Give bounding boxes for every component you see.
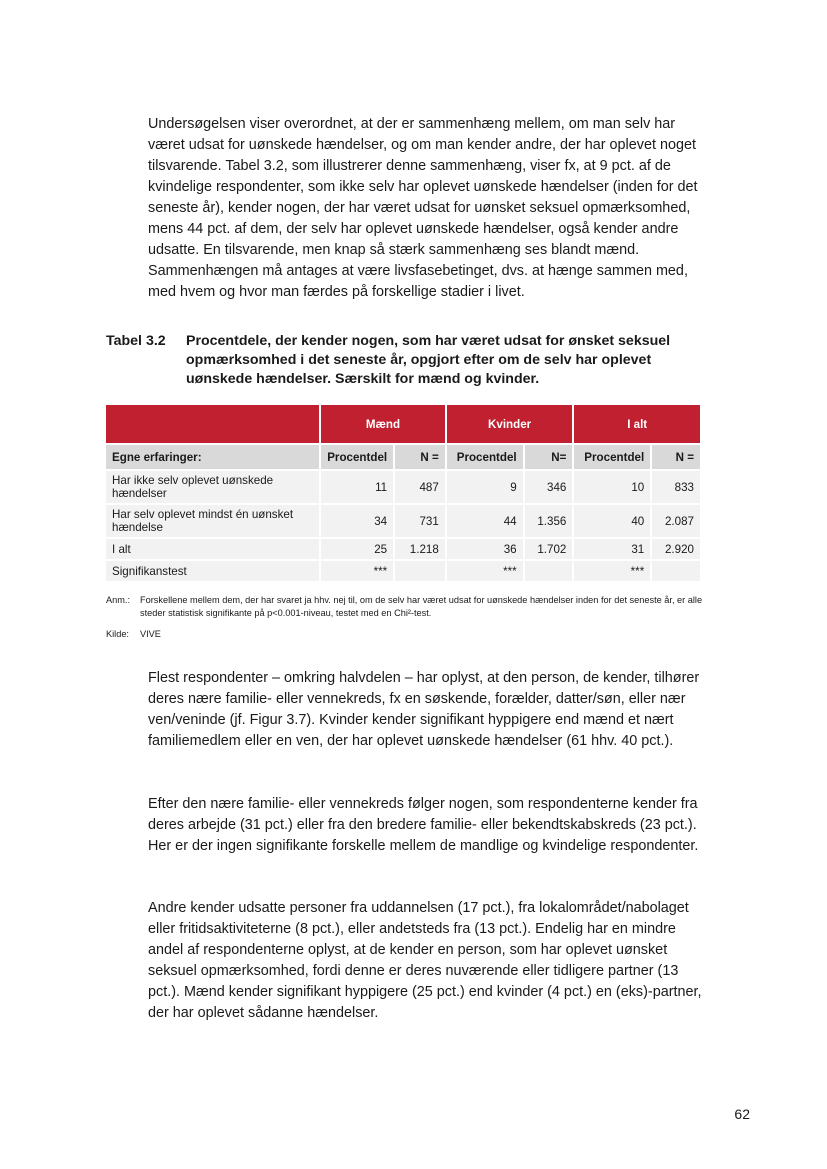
table-cell: 2.920 bbox=[652, 539, 700, 559]
table-cell bbox=[525, 561, 573, 581]
table-cell: 1.218 bbox=[395, 539, 445, 559]
table-cell: 1.702 bbox=[525, 539, 573, 559]
intro-paragraph: Undersøgelsen viser overordnet, at der er sammenhæng mellem, om man selv har været udsat for uønskede hændelser, og om man kender andre, der har oplevet noget tilsvarende. Tabel 3.2, som illustrerer denne sammenhæng, viser fx, at 9 pct. af de kvindelige respondenter, som ikke selv har oplevet uønskede hændelser (inden for det seneste år), kender nogen, der har været udsat for uønsket seksuel opmærksomhed, mens 44 pct. af dem, der selv har oplevet uønskede hændelser, også kender andre udsatte. En tilsvarende, men knap så stærk sammenhæng ses blandt mænd. Sammenhængen må antages at være livsfasebetinget, dvs. at hænge sammen med, med hvem og hvor man færdes på forskellige stadier i livet. bbox=[148, 116, 698, 300]
table-cell: 31 bbox=[574, 539, 650, 559]
column-header: N = bbox=[395, 445, 445, 469]
source-text: VIVE bbox=[140, 629, 161, 639]
body-paragraph: Efter den nære familie- eller vennekreds følger nogen, som respondenterne kender fra deres arbejde (31 pct.) eller fra den bredere familie- eller bekendtskabskreds (23 pct.). Her er der ingen signifikante forskelle mellem de mandlige og kvindelige respondenter. bbox=[148, 796, 699, 854]
column-header: Egne erfaringer: bbox=[106, 445, 319, 469]
row-label: I alt bbox=[106, 539, 319, 559]
table-cell: 1.356 bbox=[525, 505, 573, 537]
table-caption-text: Procentdele, der kender nogen, som har været udsat for ønsket seksuel opmærksomhed i det seneste år, opgjort efter om de selv har oplevet uønskede hændelser. Særskilt for mænd og kvinder. bbox=[186, 333, 671, 387]
row-label: Har ikke selv oplevet uønskede hændelser bbox=[106, 471, 319, 503]
table-cell: 34 bbox=[321, 505, 393, 537]
table-column-header bbox=[106, 445, 700, 469]
table-cell: 2.087 bbox=[652, 505, 700, 537]
column-header: N = bbox=[652, 445, 700, 469]
row-label: Har selv oplevet mindst én uønsket hændelse bbox=[106, 505, 319, 537]
results-table bbox=[104, 403, 702, 583]
table-cell: 10 bbox=[574, 471, 650, 503]
table-header-blank bbox=[106, 405, 319, 443]
source-label: Kilde: bbox=[106, 629, 129, 639]
group-header-total: I alt bbox=[574, 405, 700, 443]
column-header: Procentdel bbox=[321, 445, 393, 469]
body-paragraph: Flest respondenter – omkring halvdelen – har oplyst, at den person, de kender, tilhører deres nære familie- eller vennekreds, fx en søskende, forælder, datter/søn, eller nær ven/veninde (jf. Figur 3.7). Kvinder kender signifikant hyppigere end mænd et nært familiemedlem eller en ven, der har oplevet uønskede hændelser (61 hhv. 40 pct.). bbox=[148, 670, 700, 749]
table-cell: 40 bbox=[574, 505, 650, 537]
group-header-men: Mænd bbox=[321, 405, 445, 443]
column-header: N= bbox=[525, 445, 573, 469]
table-cell: 346 bbox=[525, 471, 573, 503]
column-header: Procentdel bbox=[574, 445, 650, 469]
table-row bbox=[106, 505, 700, 537]
table-cell: 36 bbox=[447, 539, 523, 559]
table-cell: 11 bbox=[321, 471, 393, 503]
table-cell: *** bbox=[574, 561, 650, 581]
table-row bbox=[106, 471, 700, 503]
note-text: Forskellene mellem dem, der har svaret ja hhv. nej til, om de selv har været udsat for uønskede hændelser inden for det seneste år, er alle steder statistisk signifikante på p<0.001-niveau, testet med en Chi²-test. bbox=[140, 595, 703, 618]
body-paragraph: Andre kender udsatte personer fra uddannelsen (17 pct.), fra lokalområdet/nabolaget eller fritidsaktiviteterne (8 pct.), eller andetsteds fra (13 pct.). Endelig har en mindre andel af respondenterne oplyst, at de kender en person, som har oplevet uønsket seksuel opmærksomhed, fordi denne er deres nuværende eller tidligere partner (13 pct.). Mænd kender signifikant hyppigere (25 pct.) end kvinder (4 pct.) en (eks)-partner, der har oplevet sådanne hændelser. bbox=[148, 900, 702, 1021]
table-row bbox=[106, 561, 700, 581]
table-cell: *** bbox=[447, 561, 523, 581]
table-cell: 9 bbox=[447, 471, 523, 503]
table-cell bbox=[652, 561, 700, 581]
column-header: Procentdel bbox=[447, 445, 523, 469]
table-caption-label: Tabel 3.2 bbox=[106, 333, 166, 349]
page-number: 62 bbox=[734, 1106, 750, 1122]
table-cell: 833 bbox=[652, 471, 700, 503]
note-label: Anm.: bbox=[106, 595, 130, 605]
group-header-women: Kvinder bbox=[447, 405, 573, 443]
table-cell: *** bbox=[321, 561, 393, 581]
table-cell: 487 bbox=[395, 471, 445, 503]
table-cell bbox=[395, 561, 445, 581]
table-row bbox=[106, 539, 700, 559]
row-label: Signifikanstest bbox=[106, 561, 319, 581]
table-cell: 44 bbox=[447, 505, 523, 537]
table-group-header bbox=[106, 405, 700, 443]
table-cell: 25 bbox=[321, 539, 393, 559]
table-cell: 731 bbox=[395, 505, 445, 537]
